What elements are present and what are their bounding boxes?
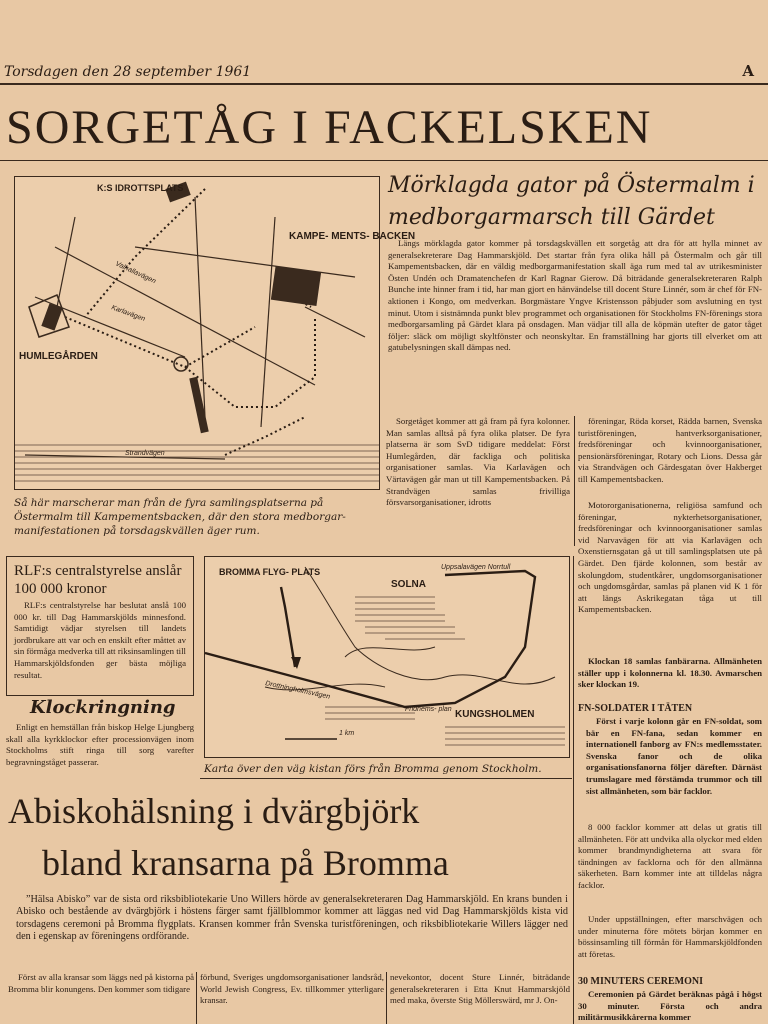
map2-caption: Karta över den väg kistan förs från Bromma genom Stockholm. [204, 763, 542, 775]
fn-soldater-text2: 8 000 facklor kommer att delas ut gratis till allmänheten. För att undvika alla olyckor med elden kommer brandmyndigheterna att svara för tändningen av facklorna och för den allmänna säkerheten. Barn kommer inte att tilldelas några facklor. [578, 822, 762, 890]
ceremoni-text: Ceremonien på Gärdet beräknas pågå i högst 30 minuter. Första och andra militärmusikkårerna kommer [578, 989, 762, 1023]
column-divider [574, 416, 575, 546]
label-idrottsplats: K:S IDROTTSPLATS [97, 183, 184, 193]
ceremoni-heading: 30 MINUTERS CEREMONI [578, 976, 704, 987]
article1-intro [388, 238, 762, 412]
map2-rule [200, 778, 572, 779]
rlf-title: RLF:s centralstyrelse anslår 100 000 kronor [14, 563, 182, 597]
article2-col3 [390, 972, 570, 1024]
article1-col1 [386, 416, 570, 548]
main-headline: SORGETÅG I FACKELSKEN [6, 101, 653, 154]
article2-intro [16, 894, 568, 968]
label-drottningholmsvagen: Drottningholmsvägen [264, 680, 331, 701]
article2-divider2 [386, 972, 387, 1024]
label-solna: SOLNA [391, 579, 426, 590]
label-scale: 1 km [339, 730, 355, 737]
fn-soldater-text: Först i varje kolonn går en FN-soldat, som bär en FN-fana, sedan kommer en internationell fanborg av FN:s medlemsstater. Svenska fanor och de olika organisationsfanorna följer därefter. Därnäst trumslagare med förstämda trummor och till sist allmänheten, som bär facklor. [586, 716, 762, 796]
label-uppsalavagen: Uppsalavägen Norrtull [441, 564, 511, 571]
section-letter: A [742, 62, 754, 80]
rlf-body [14, 600, 186, 690]
ostermalm-map [14, 176, 416, 490]
label-strandvagen: Strandvägen [125, 450, 165, 457]
klockringning-title: Klockringning [30, 697, 176, 718]
article2-headline-line2: bland kransarna på Bromma [42, 843, 449, 883]
bromma-map [204, 556, 570, 758]
article2-col1-text: Först av alla kransar som läggs ned på kistorna på Bromma blir konungens. Den kommer som tidigare [8, 972, 194, 994]
fn-soldater-body [586, 716, 762, 820]
label-valhallavagen: Valhallavägen [114, 260, 157, 286]
headline-rule [0, 160, 768, 161]
article1-col3-text: Motororganisationerna, religiösa samfund och föreningar, nykterhetsorganisationer, fredsföreningar och kvinnoorganisationer samlas vid Narvavägen för att via Karlavägen och Oxenstiernsgatan gå ut till samlingsplatsen ute på Gärdet. Den fjärde kolonnen, som består av skolungdom, studentkårer, ungdomsorganisationer och ungdomsgårdar, samlas på planen vid K 1 för att längs Askrikegatan tåga ut till Kampementsbacken. [578, 500, 762, 615]
map1-caption: Så här marscherar man från de fyra samlingsplatserna på Östermalm till Kampementsbacken, där den stora medborgarmanifestationen på torsdagskvällen äger rum. [14, 497, 346, 537]
article1-col2-text: föreningar, Röda korset, Rädda barnen, Svenska turistföreningen, hantverksorganisationer, fredsföreningar och kvinnoorganisationer, pensionärsföreningar, Rotary och Lions. Dessa går via Strandvägen och Gärdesgatan över Hakberget till Kampementsbacken. [578, 416, 762, 484]
article2-col1 [8, 972, 194, 1024]
fn-soldater-body3 [578, 914, 762, 974]
article2-intro-text: ”Hälsa Abisko” var de sista ord riksbibliotekarie Uno Willers hörde av generalsekreteraren Dag Hammarskjöld. En krans bunden i Abisko och bestående av dvärgbjörk i höstens färger samt fjällblommor kommer att läggas ned vid Dag Hammarskjölds kista vid torsdagens ceremoni på Bromma flygplats. Kransen kommer från Svenska turistföreningen, och riksbibliotekarie Willers lägger ned den i egenskap av föreningens ordförande. [16, 894, 568, 943]
klockringning-body [6, 722, 194, 788]
fn-soldater-body2 [578, 822, 762, 912]
label-karlavagen: Karlavägen [110, 304, 146, 323]
header-date: Torsdagen den 28 september 1961 [4, 64, 252, 80]
article1-col3 [578, 500, 762, 656]
article2-col3-text: nevekontor, docent Sture Linnér, biträdande generalsekreteraren i Etta Knut Hammarskjöld med maka, överste Stig Möllerswärd, mr J. On- [390, 972, 570, 1006]
fn-soldater-heading: FN-SOLDATER I TÄTEN [578, 703, 693, 714]
klockringning-text: Enligt en hemställan från biskop Helge Ljungberg skall alla kyrkklockor efter processionvägen inom Stockholms stift ringa till sorg varefter begravningståget passerar. [6, 722, 194, 767]
fn-soldater-text3: Under uppställningen, efter marschvägen och under minuterna före mötets början kommer en bössinsamling till förmån för Hammarskjöldfonden att företas. [578, 914, 762, 959]
article1-col2 [578, 416, 762, 498]
article1-col1-text: Sorgetåget kommer att gå fram på fyra kolonner. Man samlas alltså på fyra olika platser. De fyra platserna är som SvD tidigare meddelat: Först Humlegården, där fackliga och politiska organisationer samlas. Via Karlavägen och Värtavägen går man ut till Kampementsbacken. På Strandvägen samlas frivilliga försvarsorganisationer, idrotts [386, 416, 570, 508]
article2-headline-line1: Abiskohälsning i dvärgbjörk [8, 791, 420, 831]
article2-divider1 [196, 972, 197, 1024]
label-fridhemsplan: Fridhems- plan [405, 706, 452, 713]
rlf-text: RLF:s centralstyrelse har beslutat anslå 100 000 kr. till Dag Hammarskjölds minnesfond. Samtidigt vädjar styrelsen till landets jordbrukare att var och en enskilt efter måttet av sin förmåga medverka till att riksinsamlingen till Hammarskjöldsfonden ger bästa möjliga resultat. [14, 600, 186, 680]
header-rule [0, 83, 768, 85]
bromma-map-drawing [205, 557, 569, 757]
article1-col3-bold-text: Klockan 18 samlas fanbärarna. Allmänheten ställer upp i kolonnerna kl. 18.30. Avmarschen sker klockan 19. [578, 656, 762, 690]
label-kungsholmen: KUNGSHOLMEN [455, 709, 535, 720]
label-bromma-flygplats: BROMMA FLYG- PLATS [219, 567, 321, 577]
article2-col2-text: förbund, Sveriges ungdomsorganisationer landsråd, World Jewish Congress, Ev. tillkommer ytterligare kransar. [200, 972, 384, 1006]
article2-col2 [200, 972, 384, 1024]
label-kampementsbacken: KAMPE- MENTS- BACKEN [289, 231, 416, 242]
ceremoni-body [578, 989, 762, 1024]
article1-subheadline: Mörklagda gator på Östermalm i medborgarmarsch till Gärdet [388, 173, 755, 230]
label-humlegarden: HUMLEGÅRDEN [19, 351, 98, 362]
article1-col3-bold [578, 656, 762, 700]
article1-intro-text: Längs mörklagda gator kommer på torsdagskvällen ett sorgetåg att dra för att hylla minnet av generalsekreterare Dag Hammarskjöld. Det startar från fyra olika håll på Östermalm och går till Kampementsbacken, där en väldig medborgarmanifestation skall äga rum med tal av utrikesminister Östen Undén och Dramatenchefen dr Karl Ragnar Gierow. Då biträdande generalsekreteraren Ralph Bunche inte hinner fram i tid, har man gjort en hänvändelse till docent Sture Linnér, som är chef för FN-aktionen i Kongo, om medverkan. Borgmästare Yngve Kristensson påbjuder som avslutning en tyst minut. Utom i sistnämnda punkt blev programmet och organisationen för Stockholms FN-förenings stora medborgarsamling på Gärdet klara på onsdagen. Man vädjar till alla de köpmän utefter de gator tåget följer: släck om möjligt skyltfönster och neonskyltar. En framställning har gjorts till elverket om att gatubelysningen skall dämpas ned. [388, 238, 762, 353]
right-column-divider [573, 556, 574, 1024]
ostermalm-map-drawing [15, 177, 416, 489]
